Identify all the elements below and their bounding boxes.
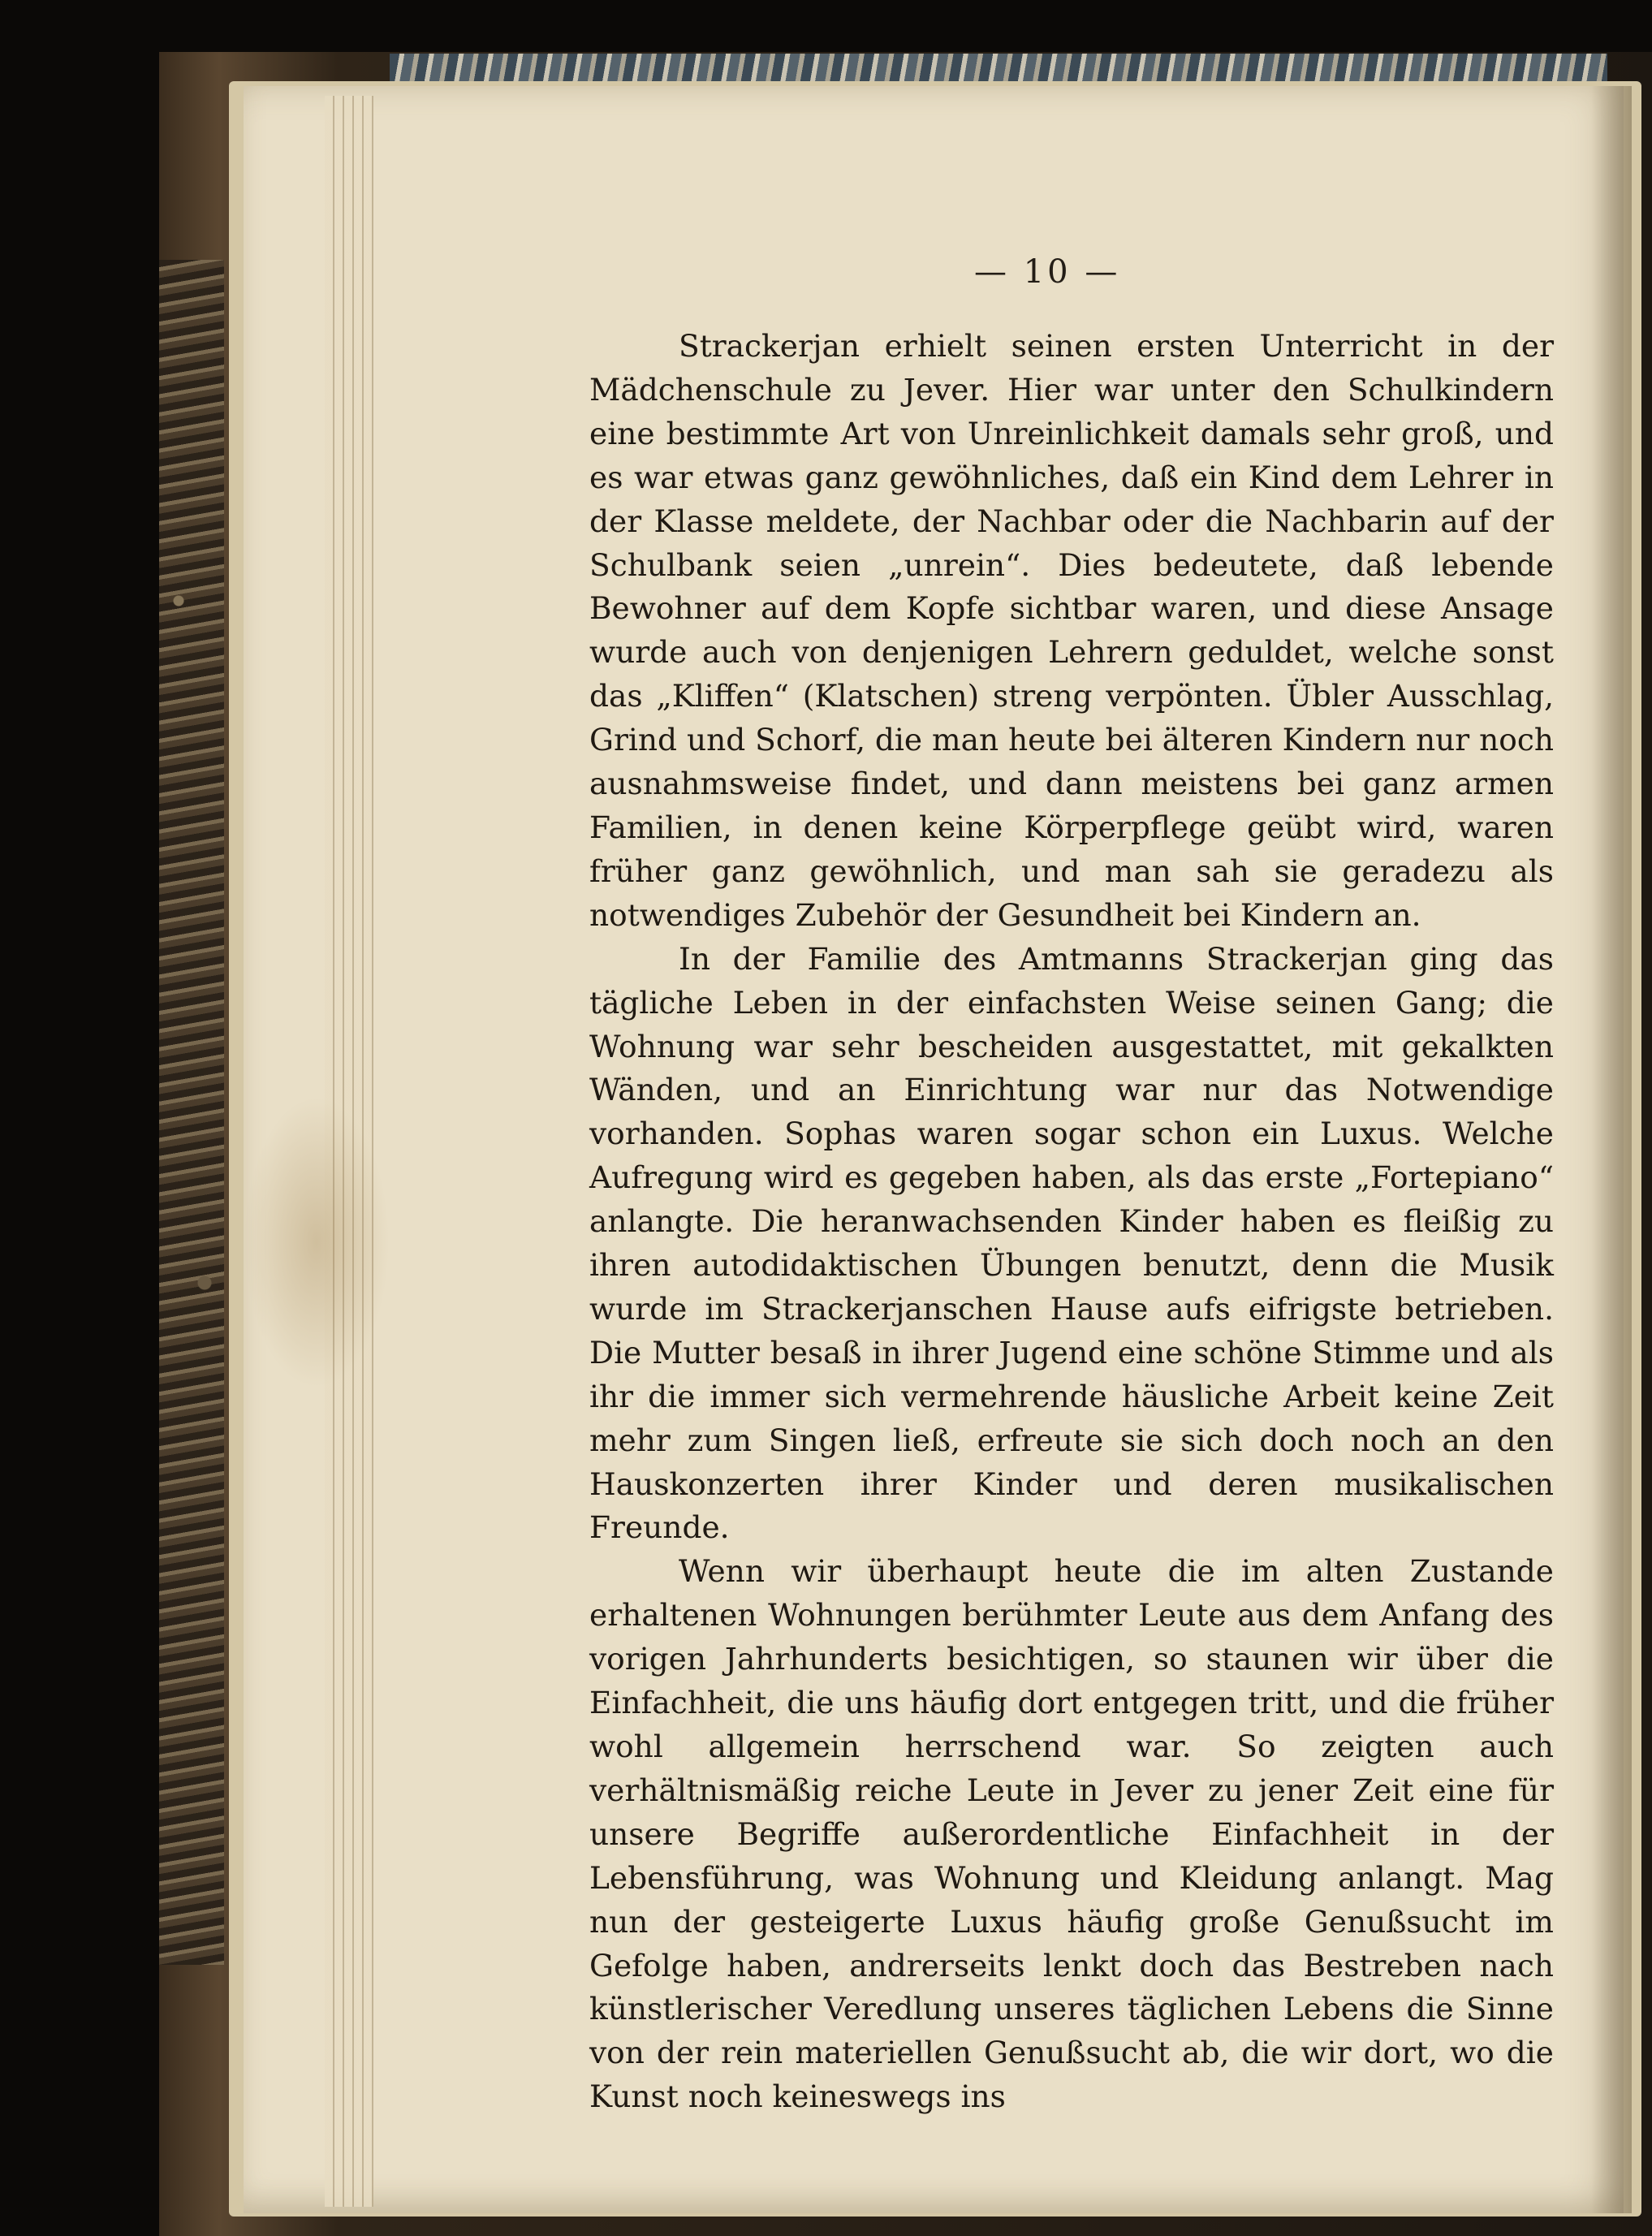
paper-stain bbox=[244, 1096, 390, 1388]
gutter-shadow bbox=[1591, 86, 1632, 2213]
paragraph: Strackerjan erhielt seinen ersten Unterricht in der Mädchenschule zu Jever. Hier war unter den Schulkindern eine bestimmte Art von Unreinlichkeit damals sehr groß, und es war etwas ganz gewöhnliches, daß ein Kind dem Lehrer in der Klasse meldete, der Nachbar oder die Nachbarin auf der Schulbank seien „unrein“. Dies bedeutete, daß lebende Bewohner auf dem Kopfe sichtbar waren, und diese Ansage wurde auch von denjenigen Lehrern geduldet, welche sonst das „Kliffen“ (Klatschen) streng verpönten. Übler Ausschlag, Grind und Schorf, die man heute bei älteren Kindern nur noch ausnahmsweise findet, und dann meistens bei ganz armen Familien, in denen keine Körperpflege geübt wird, waren früher ganz gewöhnlich, und man sah sie geradezu als notwendiges Zubehör der Gesundheit bei Kindern an. bbox=[589, 328, 1554, 933]
body-text bbox=[589, 325, 1554, 2119]
paragraph: Wenn wir überhaupt heute die im alten Zustande erhaltenen Wohnungen berühmter Leute aus dem Anfang des vorigen Jahrhunderts besichtigen, so staunen wir über die Einfachheit, die uns häufig dort entgegen tritt, und die früher wohl allgemein herrschend war. So zeigten auch verhältnismäßig reiche Leute in Jever zu jener Zeit eine für unsere Begriffe außerordentliche Einfachheit in der Lebensführung, was Wohnung und Kleidung anlangt. Mag nun der gesteigerte Luxus häufig große Genußsucht im Gefolge haben, andrerseits lenkt doch das Bestreben nach künstlerischer Veredlung unseres täglichen Lebens die Sinne von der rein materiellen Genußsucht ab, die wir dort, wo die Kunst noch keineswegs ins bbox=[589, 1553, 1554, 2115]
marbled-endpaper bbox=[159, 260, 224, 1965]
page-number: — 10 — bbox=[974, 253, 1121, 291]
paragraph: In der Familie des Amtmanns Strackerjan ging das tägliche Leben in der einfachsten Weise seinen Gang; die Wohnung war sehr bescheiden ausgestattet, mit gekalkten Wänden, und an Einrichtung war nur das Notwendige vorhanden. Sophas waren sogar schon ein Luxus. Welche Aufregung wird es gegeben haben, als das erste „Fortepiano“ anlangte. Die heranwachsenden Kinder haben es fleißig zu ihren autodidaktischen Übungen benutzt, denn die Musik wurde im Strackerjanschen Hause aufs eifrigste betrieben. Die Mutter besaß in ihrer Jugend eine schöne Stimme und als ihr die immer sich vermehrende häusliche Arbeit keine Zeit mehr zum Singen ließ, erfreute sie sich doch noch an den Hauskonzerten ihrer Kinder und deren musikalischen Freunde. bbox=[589, 940, 1554, 1546]
